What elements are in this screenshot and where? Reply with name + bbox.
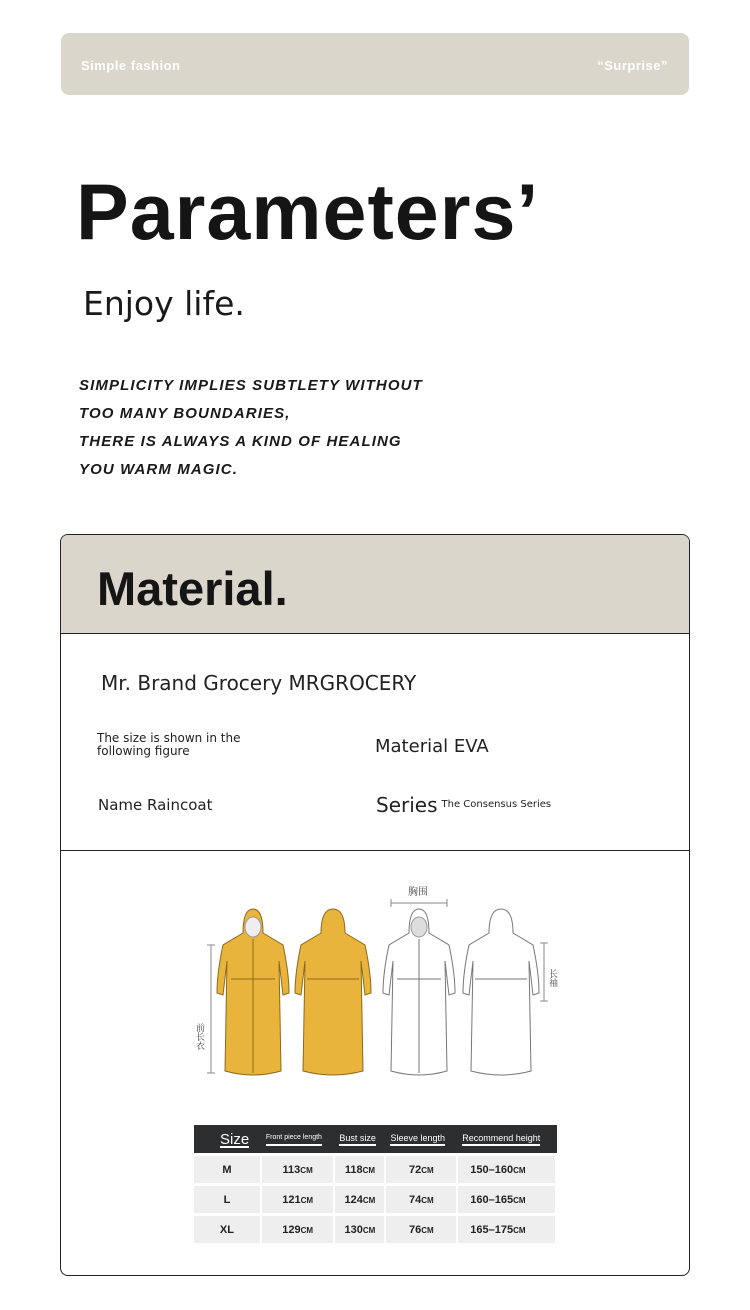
header-sleeve: Sleeve length [386, 1125, 458, 1153]
coat-front-yellow [217, 909, 289, 1075]
header-front-length: Front piece length [262, 1125, 335, 1153]
header-size: Size [194, 1125, 262, 1153]
product-info [61, 634, 689, 851]
raincoat-illustration [191, 883, 571, 1083]
cell-front: 129CM [262, 1216, 335, 1243]
header-height: Recommend height [458, 1125, 557, 1153]
series-value [376, 793, 551, 817]
page-title: Parameters’ [76, 167, 540, 256]
cell-bust: 124CM [335, 1186, 386, 1213]
banner-left-text: Simple fashion [81, 58, 181, 73]
table-row [194, 1156, 557, 1183]
table-row [194, 1216, 557, 1243]
cell-height: 165–175CM [458, 1216, 557, 1243]
cell-front: 121CM [262, 1186, 335, 1213]
cell-bust: 118CM [335, 1156, 386, 1183]
material-card [60, 534, 690, 1276]
quote-block [79, 372, 423, 484]
cell-front: 113CM [262, 1156, 335, 1183]
bust-label: 胸围 [408, 887, 428, 898]
quote-line: SIMPLICITY IMPLIES SUBTLETY WITHOUT [79, 377, 423, 394]
series-name: The Consensus Series [441, 799, 552, 810]
size-note: The size is shown in the following figure [97, 731, 241, 758]
front-length-label: 前长衣 [194, 1023, 204, 1050]
coat-front-white [383, 909, 455, 1075]
brand-line: Mr. Brand Grocery MRGROCERY [101, 671, 417, 695]
cell-size: L [194, 1186, 262, 1213]
coat-back-white [463, 909, 539, 1075]
cell-sleeve: 72CM [386, 1156, 458, 1183]
cell-sleeve: 74CM [386, 1186, 458, 1213]
cell-size: M [194, 1156, 262, 1183]
quote-line: TOO MANY BOUNDARIES, [79, 405, 291, 422]
table-row [194, 1186, 557, 1213]
cell-height: 150–160CM [458, 1156, 557, 1183]
header-bust: Bust size [335, 1125, 386, 1153]
material-title: Material. [97, 562, 288, 615]
page-subtitle: Enjoy life. [83, 284, 245, 323]
cell-sleeve: 76CM [386, 1216, 458, 1243]
cell-bust: 130CM [335, 1216, 386, 1243]
cell-height: 160–165CM [458, 1186, 557, 1213]
table-header-row [194, 1125, 557, 1153]
banner-right-text: “Surprise” [597, 58, 668, 73]
cell-size: XL [194, 1216, 262, 1243]
series-label: Series [376, 793, 438, 817]
top-banner [61, 33, 689, 95]
quote-line: THERE IS ALWAYS A KIND OF HEALING [79, 433, 402, 450]
coat-back-yellow [295, 909, 371, 1075]
material-header [61, 535, 689, 634]
name-value: Name Raincoat [98, 796, 213, 814]
size-figure [61, 851, 689, 1276]
material-value: Material EVA [375, 736, 489, 757]
size-table [194, 1122, 557, 1246]
quote-line: YOU WARM MAGIC. [79, 461, 238, 478]
sleeve-label: 长袖 [547, 969, 557, 987]
